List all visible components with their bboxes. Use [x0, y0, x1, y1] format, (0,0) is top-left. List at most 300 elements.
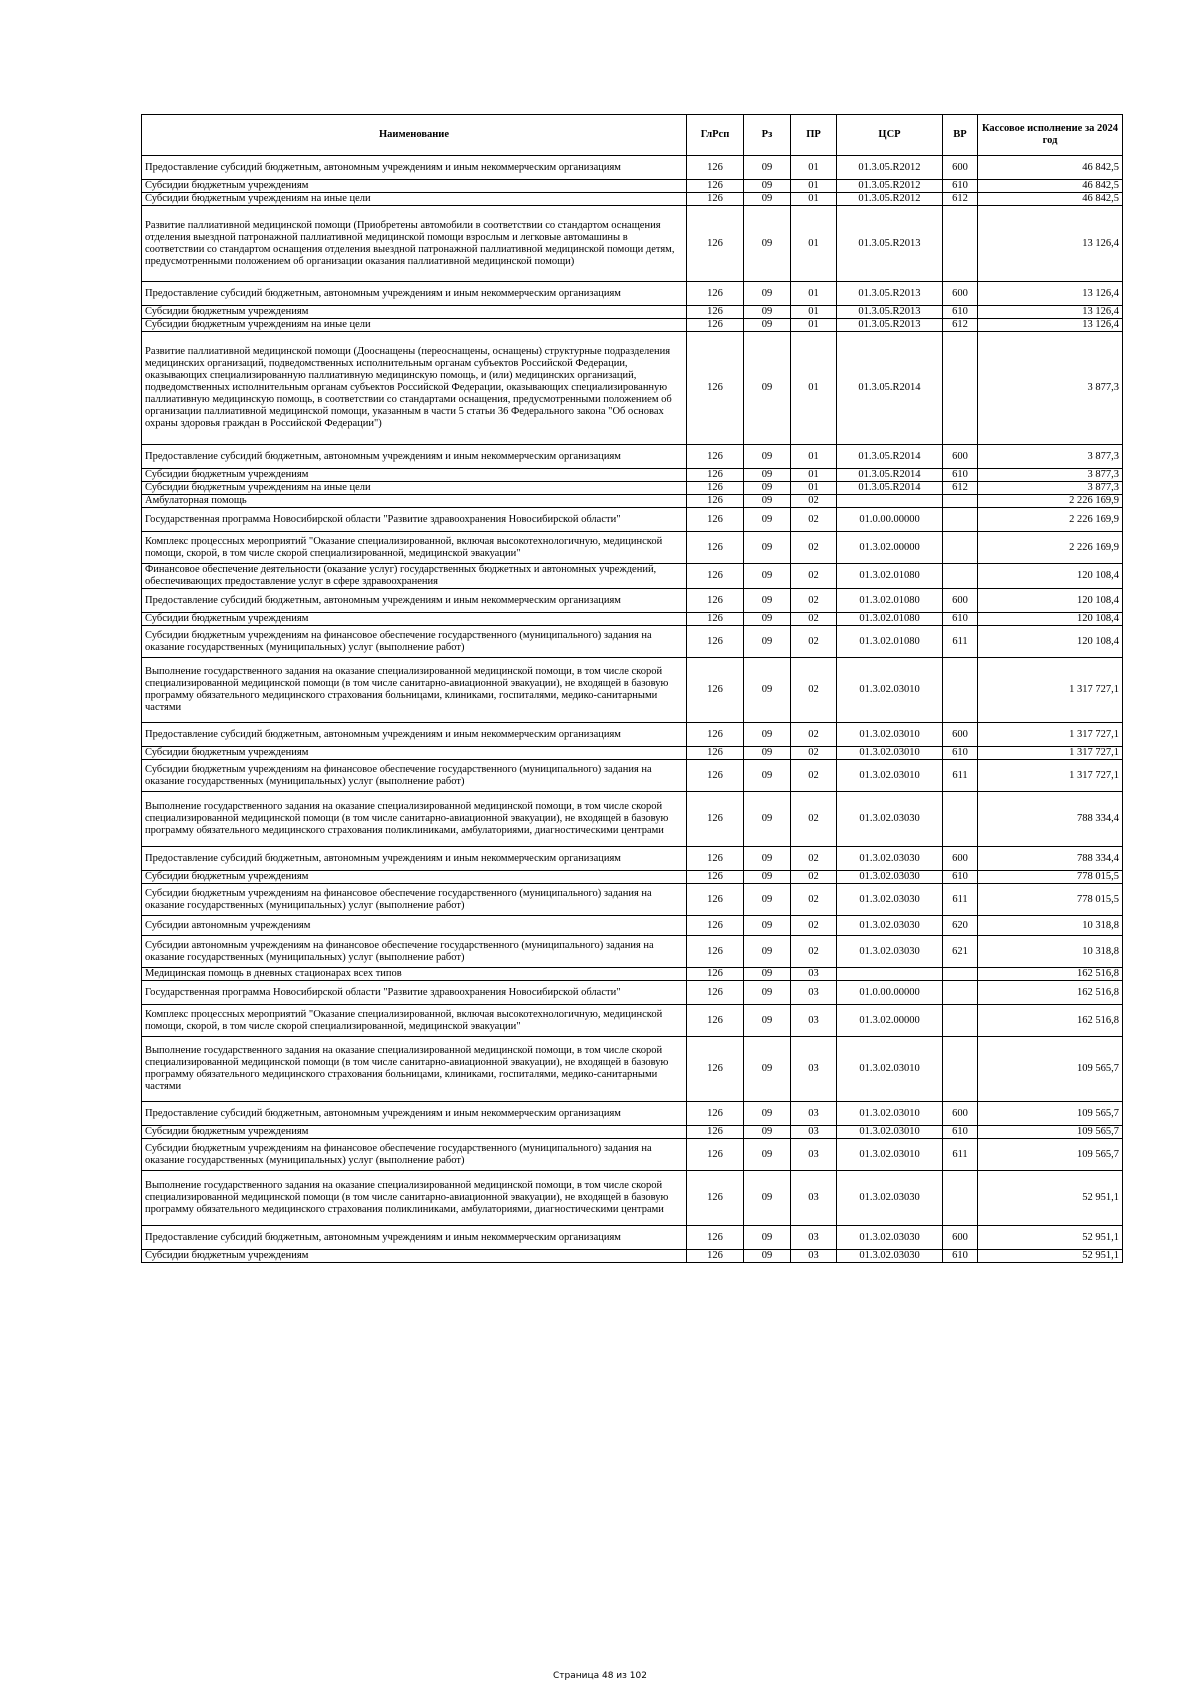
row-csr: 01.3.05.R2014	[837, 482, 943, 495]
row-glrsp: 126	[687, 332, 744, 445]
row-glrsp: 126	[687, 445, 744, 469]
row-pr: 03	[791, 1005, 837, 1037]
row-vr: 610	[943, 613, 978, 626]
row-glrsp: 126	[687, 981, 744, 1005]
row-rz: 09	[744, 1005, 791, 1037]
row-pr: 01	[791, 319, 837, 332]
row-vr: 612	[943, 482, 978, 495]
row-glrsp: 126	[687, 1250, 744, 1263]
row-name: Финансовое обеспечение деятельности (оказание услуг) государственных бюджетных и автономных учреждений, обеспечивающих предоставление услуг в сфере здравоохранения	[142, 564, 687, 589]
row-vr: 600	[943, 156, 978, 180]
row-name: Предоставление субсидий бюджетным, автономным учреждениям и иным некоммерческим организациям	[142, 723, 687, 747]
row-vr	[943, 332, 978, 445]
row-pr: 02	[791, 747, 837, 760]
row-vr: 610	[943, 747, 978, 760]
header-rz: Рз	[744, 115, 791, 156]
table-row	[142, 968, 1123, 981]
table-row	[142, 916, 1123, 936]
row-vr: 600	[943, 723, 978, 747]
row-name: Субсидии бюджетным учреждениям на иные цели	[142, 193, 687, 206]
row-name: Субсидии автономным учреждениям	[142, 916, 687, 936]
row-rz: 09	[744, 508, 791, 532]
row-pr: 02	[791, 884, 837, 916]
row-vr: 610	[943, 469, 978, 482]
table-row	[142, 613, 1123, 626]
row-csr: 01.3.02.01080	[837, 613, 943, 626]
row-glrsp: 126	[687, 193, 744, 206]
row-pr: 02	[791, 532, 837, 564]
row-csr: 01.3.02.01080	[837, 564, 943, 589]
row-rz: 09	[744, 760, 791, 792]
row-name: Субсидии бюджетным учреждениям на финансовое обеспечение государственного (муниципального) задания на оказание государственных (муниципальных) услуг (выполнение работ)	[142, 1139, 687, 1171]
row-amount: 3 877,3	[978, 332, 1123, 445]
row-csr: 01.3.02.00000	[837, 532, 943, 564]
row-pr: 02	[791, 589, 837, 613]
row-csr: 01.3.05.R2013	[837, 319, 943, 332]
row-pr: 01	[791, 469, 837, 482]
row-vr	[943, 495, 978, 508]
row-glrsp: 126	[687, 495, 744, 508]
row-glrsp: 126	[687, 282, 744, 306]
row-rz: 09	[744, 916, 791, 936]
row-name: Предоставление субсидий бюджетным, автономным учреждениям и иным некоммерческим организациям	[142, 1102, 687, 1126]
row-csr: 01.3.05.R2013	[837, 206, 943, 282]
table-row	[142, 532, 1123, 564]
row-name: Субсидии бюджетным учреждениям	[142, 180, 687, 193]
row-pr: 03	[791, 1037, 837, 1102]
row-glrsp: 126	[687, 508, 744, 532]
row-amount: 2 226 169,9	[978, 532, 1123, 564]
row-pr: 01	[791, 180, 837, 193]
row-rz: 09	[744, 332, 791, 445]
row-name: Предоставление субсидий бюджетным, автономным учреждениям и иным некоммерческим организациям	[142, 282, 687, 306]
row-amount: 120 108,4	[978, 613, 1123, 626]
row-glrsp: 126	[687, 747, 744, 760]
row-name: Субсидии бюджетным учреждениям	[142, 1126, 687, 1139]
row-name: Выполнение государственного задания на оказание специализированной медицинской помощи, в том числе скорой специализированной медицинской помощи (в том числе санитарно-авиационной эвакуации), не входящей в базовую программу обязательного медицинского страхования больницами, клиниками, госпиталями, медико-санитарными частями	[142, 1037, 687, 1102]
row-amount: 788 334,4	[978, 792, 1123, 847]
row-amount: 1 317 727,1	[978, 658, 1123, 723]
row-glrsp: 126	[687, 658, 744, 723]
row-rz: 09	[744, 847, 791, 871]
row-csr	[837, 968, 943, 981]
row-csr: 01.0.00.00000	[837, 981, 943, 1005]
row-name: Предоставление субсидий бюджетным, автономным учреждениям и иным некоммерческим организациям	[142, 847, 687, 871]
row-rz: 09	[744, 180, 791, 193]
row-vr: 610	[943, 871, 978, 884]
row-csr: 01.3.02.03030	[837, 847, 943, 871]
row-glrsp: 126	[687, 482, 744, 495]
row-csr: 01.3.02.03030	[837, 884, 943, 916]
table-row	[142, 1171, 1123, 1226]
row-pr: 01	[791, 156, 837, 180]
table-row	[142, 1139, 1123, 1171]
row-rz: 09	[744, 968, 791, 981]
row-amount: 120 108,4	[978, 626, 1123, 658]
row-rz: 09	[744, 1171, 791, 1226]
row-vr: 611	[943, 760, 978, 792]
row-vr: 600	[943, 1226, 978, 1250]
row-vr	[943, 1037, 978, 1102]
row-glrsp: 126	[687, 180, 744, 193]
header-csr: ЦСР	[837, 115, 943, 156]
row-vr: 610	[943, 180, 978, 193]
row-pr: 03	[791, 1102, 837, 1126]
table-row	[142, 1037, 1123, 1102]
row-pr: 02	[791, 760, 837, 792]
row-csr: 01.3.02.03030	[837, 792, 943, 847]
row-name: Субсидии бюджетным учреждениям на иные цели	[142, 319, 687, 332]
row-pr: 02	[791, 936, 837, 968]
table-row	[142, 332, 1123, 445]
row-csr: 01.3.02.03010	[837, 1126, 943, 1139]
row-amount: 162 516,8	[978, 968, 1123, 981]
row-csr: 01.3.02.03010	[837, 760, 943, 792]
row-pr: 03	[791, 981, 837, 1005]
row-csr: 01.3.05.R2013	[837, 282, 943, 306]
row-csr: 01.3.02.03030	[837, 1171, 943, 1226]
row-name: Субсидии бюджетным учреждениям на иные цели	[142, 482, 687, 495]
row-amount: 120 108,4	[978, 564, 1123, 589]
row-rz: 09	[744, 626, 791, 658]
row-vr	[943, 564, 978, 589]
row-glrsp: 126	[687, 936, 744, 968]
row-rz: 09	[744, 282, 791, 306]
row-pr: 02	[791, 495, 837, 508]
row-pr: 01	[791, 206, 837, 282]
row-csr: 01.3.02.00000	[837, 1005, 943, 1037]
row-csr: 01.3.05.R2012	[837, 156, 943, 180]
row-pr: 03	[791, 1250, 837, 1263]
row-rz: 09	[744, 1250, 791, 1263]
row-csr: 01.3.05.R2012	[837, 180, 943, 193]
row-glrsp: 126	[687, 564, 744, 589]
row-glrsp: 126	[687, 968, 744, 981]
row-amount: 46 842,5	[978, 193, 1123, 206]
row-amount: 109 565,7	[978, 1102, 1123, 1126]
row-name: Амбулаторная помощь	[142, 495, 687, 508]
row-glrsp: 126	[687, 847, 744, 871]
row-amount: 3 877,3	[978, 445, 1123, 469]
row-pr: 01	[791, 332, 837, 445]
row-csr: 01.3.02.03010	[837, 1139, 943, 1171]
table-row	[142, 508, 1123, 532]
row-csr: 01.3.05.R2012	[837, 193, 943, 206]
row-pr: 02	[791, 792, 837, 847]
row-name: Субсидии бюджетным учреждениям на финансовое обеспечение государственного (муниципального) задания на оказание государственных (муниципальных) услуг (выполнение работ)	[142, 626, 687, 658]
row-pr: 02	[791, 871, 837, 884]
row-amount: 778 015,5	[978, 871, 1123, 884]
page-number: Страница 48 из 102	[553, 1671, 647, 1681]
row-vr: 600	[943, 445, 978, 469]
row-csr: 01.3.02.03010	[837, 1037, 943, 1102]
row-amount: 109 565,7	[978, 1126, 1123, 1139]
table-row	[142, 626, 1123, 658]
row-amount: 46 842,5	[978, 180, 1123, 193]
row-pr: 03	[791, 1171, 837, 1226]
table-header-row	[142, 115, 1123, 156]
row-glrsp: 126	[687, 626, 744, 658]
row-glrsp: 126	[687, 1037, 744, 1102]
table-row	[142, 760, 1123, 792]
row-rz: 09	[744, 532, 791, 564]
row-amount: 1 317 727,1	[978, 747, 1123, 760]
row-glrsp: 126	[687, 871, 744, 884]
table-row	[142, 1250, 1123, 1263]
row-glrsp: 126	[687, 1005, 744, 1037]
table-row	[142, 884, 1123, 916]
header-amount: Кассовое исполнение за 2024 год	[978, 115, 1123, 156]
row-csr: 01.3.02.03010	[837, 658, 943, 723]
row-vr	[943, 206, 978, 282]
row-name: Субсидии бюджетным учреждениям	[142, 1250, 687, 1263]
row-vr	[943, 1171, 978, 1226]
row-amount: 2 226 169,9	[978, 508, 1123, 532]
row-rz: 09	[744, 871, 791, 884]
table-row	[142, 723, 1123, 747]
row-rz: 09	[744, 1226, 791, 1250]
row-glrsp: 126	[687, 306, 744, 319]
row-pr: 03	[791, 1226, 837, 1250]
row-vr	[943, 508, 978, 532]
row-amount: 52 951,1	[978, 1171, 1123, 1226]
row-name: Государственная программа Новосибирской области "Развитие здравоохранения Новосибирской области"	[142, 508, 687, 532]
row-pr: 02	[791, 847, 837, 871]
row-glrsp: 126	[687, 206, 744, 282]
row-vr: 611	[943, 1139, 978, 1171]
row-name: Государственная программа Новосибирской области "Развитие здравоохранения Новосибирской области"	[142, 981, 687, 1005]
row-pr: 02	[791, 658, 837, 723]
header-glrsp: ГлРсп	[687, 115, 744, 156]
row-pr: 02	[791, 564, 837, 589]
row-rz: 09	[744, 1139, 791, 1171]
row-csr: 01.3.05.R2013	[837, 306, 943, 319]
header-name: Наименование	[142, 115, 687, 156]
row-vr	[943, 658, 978, 723]
row-name: Предоставление субсидий бюджетным, автономным учреждениям и иным некоммерческим организациям	[142, 445, 687, 469]
row-csr: 01.3.05.R2014	[837, 445, 943, 469]
row-amount: 10 318,8	[978, 916, 1123, 936]
budget-table	[141, 114, 1123, 1263]
row-pr: 01	[791, 482, 837, 495]
row-glrsp: 126	[687, 884, 744, 916]
table-row	[142, 658, 1123, 723]
table-row	[142, 445, 1123, 469]
row-rz: 09	[744, 658, 791, 723]
row-glrsp: 126	[687, 319, 744, 332]
row-name: Предоставление субсидий бюджетным, автономным учреждениям и иным некоммерческим организациям	[142, 1226, 687, 1250]
row-name: Комплекс процессных мероприятий "Оказание специализированной, включая высокотехнологичную, медицинской помощи, скорой, в том числе скорой специализированной, медицинской эвакуации"	[142, 1005, 687, 1037]
table-body	[142, 156, 1123, 1263]
row-csr: 01.3.02.03030	[837, 1226, 943, 1250]
row-name: Медицинская помощь в дневных стационарах всех типов	[142, 968, 687, 981]
row-name: Субсидии бюджетным учреждениям на финансовое обеспечение государственного (муниципального) задания на оказание государственных (муниципальных) услуг (выполнение работ)	[142, 760, 687, 792]
row-vr: 612	[943, 193, 978, 206]
row-glrsp: 126	[687, 156, 744, 180]
row-rz: 09	[744, 792, 791, 847]
row-pr: 01	[791, 193, 837, 206]
row-rz: 09	[744, 613, 791, 626]
table-row	[142, 981, 1123, 1005]
row-amount: 109 565,7	[978, 1139, 1123, 1171]
row-pr: 02	[791, 508, 837, 532]
table-row	[142, 847, 1123, 871]
row-vr	[943, 1005, 978, 1037]
row-vr: 610	[943, 1250, 978, 1263]
row-glrsp: 126	[687, 1171, 744, 1226]
row-vr	[943, 981, 978, 1005]
row-pr: 01	[791, 282, 837, 306]
row-vr: 600	[943, 589, 978, 613]
row-amount: 3 877,3	[978, 482, 1123, 495]
row-name: Предоставление субсидий бюджетным, автономным учреждениям и иным некоммерческим организациям	[142, 156, 687, 180]
table-row	[142, 206, 1123, 282]
row-name: Субсидии бюджетным учреждениям	[142, 613, 687, 626]
row-csr: 01.3.05.R2014	[837, 332, 943, 445]
row-rz: 09	[744, 936, 791, 968]
row-rz: 09	[744, 981, 791, 1005]
row-rz: 09	[744, 723, 791, 747]
table-row	[142, 564, 1123, 589]
row-pr: 03	[791, 968, 837, 981]
row-name: Развитие паллиативной медицинской помощи (Дооснащены (переоснащены, оснащены) структурные подразделения медицинских организаций, подведомственных исполнительным органам субъектов Российской Федерации, оказывающих специализированную паллиативную медицинскую помощь, и (или) медицинских организаций, подведомственных исполнительным органам субъектов Российской Федерации, оказывающих специализированную паллиативную медицинскую помощь, в соответствии со стандартами оснащения, предусмотренными положением об организации паллиативной медицинской помощи, указанным в части 5 статьи 36 Федерального закона "Об основах охраны здоровья граждан в Российской Федерации")	[142, 332, 687, 445]
row-pr: 03	[791, 1126, 837, 1139]
row-vr: 620	[943, 916, 978, 936]
row-name: Субсидии автономным учреждениям на финансовое обеспечение государственного (муниципального) задания на оказание государственных (муниципальных) услуг (выполнение работ)	[142, 936, 687, 968]
row-name: Субсидии бюджетным учреждениям на финансовое обеспечение государственного (муниципального) задания на оказание государственных (муниципальных) услуг (выполнение работ)	[142, 884, 687, 916]
row-vr	[943, 532, 978, 564]
row-csr: 01.0.00.00000	[837, 508, 943, 532]
row-amount: 2 226 169,9	[978, 495, 1123, 508]
table-row	[142, 792, 1123, 847]
table-row	[142, 871, 1123, 884]
row-rz: 09	[744, 319, 791, 332]
row-rz: 09	[744, 884, 791, 916]
row-rz: 09	[744, 1037, 791, 1102]
row-rz: 09	[744, 564, 791, 589]
row-rz: 09	[744, 156, 791, 180]
table-row	[142, 589, 1123, 613]
row-rz: 09	[744, 445, 791, 469]
table-row	[142, 1102, 1123, 1126]
header-pr: ПР	[791, 115, 837, 156]
row-rz: 09	[744, 193, 791, 206]
row-rz: 09	[744, 589, 791, 613]
row-amount: 13 126,4	[978, 282, 1123, 306]
row-pr: 01	[791, 445, 837, 469]
row-csr: 01.3.02.01080	[837, 589, 943, 613]
row-pr: 02	[791, 613, 837, 626]
row-name: Выполнение государственного задания на оказание специализированной медицинской помощи, в том числе скорой специализированной медицинской помощи (в том числе санитарно-авиационной эвакуации), не входящей в базовую программу обязательного медицинского страхования поликлиниками, амбулаториями, диагностическими центрами	[142, 1171, 687, 1226]
table-row	[142, 180, 1123, 193]
row-csr: 01.3.02.03030	[837, 936, 943, 968]
row-rz: 09	[744, 1126, 791, 1139]
row-amount: 52 951,1	[978, 1226, 1123, 1250]
row-rz: 09	[744, 482, 791, 495]
row-amount: 1 317 727,1	[978, 760, 1123, 792]
row-glrsp: 126	[687, 723, 744, 747]
row-name: Субсидии бюджетным учреждениям	[142, 469, 687, 482]
row-amount: 10 318,8	[978, 936, 1123, 968]
row-glrsp: 126	[687, 760, 744, 792]
row-pr: 02	[791, 626, 837, 658]
row-csr: 01.3.02.03010	[837, 1102, 943, 1126]
row-glrsp: 126	[687, 469, 744, 482]
row-rz: 09	[744, 306, 791, 319]
row-vr: 621	[943, 936, 978, 968]
row-glrsp: 126	[687, 1226, 744, 1250]
row-vr	[943, 792, 978, 847]
row-rz: 09	[744, 469, 791, 482]
table-row	[142, 936, 1123, 968]
row-name: Субсидии бюджетным учреждениям	[142, 306, 687, 319]
row-rz: 09	[744, 1102, 791, 1126]
row-glrsp: 126	[687, 1102, 744, 1126]
table-row	[142, 495, 1123, 508]
row-vr: 600	[943, 282, 978, 306]
row-amount: 3 877,3	[978, 469, 1123, 482]
row-rz: 09	[744, 495, 791, 508]
table-row	[142, 156, 1123, 180]
row-amount: 52 951,1	[978, 1250, 1123, 1263]
row-pr: 02	[791, 723, 837, 747]
row-amount: 120 108,4	[978, 589, 1123, 613]
row-glrsp: 126	[687, 613, 744, 626]
row-vr: 600	[943, 847, 978, 871]
row-csr: 01.3.02.01080	[837, 626, 943, 658]
row-amount: 13 126,4	[978, 206, 1123, 282]
table-row	[142, 1005, 1123, 1037]
row-vr: 612	[943, 319, 978, 332]
row-pr: 03	[791, 1139, 837, 1171]
table-row	[142, 1226, 1123, 1250]
row-amount: 46 842,5	[978, 156, 1123, 180]
row-name: Предоставление субсидий бюджетным, автономным учреждениям и иным некоммерческим организациям	[142, 589, 687, 613]
row-amount: 109 565,7	[978, 1037, 1123, 1102]
row-name: Субсидии бюджетным учреждениям	[142, 871, 687, 884]
row-pr: 01	[791, 306, 837, 319]
row-pr: 02	[791, 916, 837, 936]
row-vr: 610	[943, 1126, 978, 1139]
row-name: Комплекс процессных мероприятий "Оказание специализированной, включая высокотехнологичную, медицинской помощи, скорой, в том числе скорой специализированной, медицинской эвакуации"	[142, 532, 687, 564]
header-vr: ВР	[943, 115, 978, 156]
row-csr: 01.3.02.03010	[837, 747, 943, 760]
row-glrsp: 126	[687, 792, 744, 847]
row-vr: 611	[943, 884, 978, 916]
row-amount: 162 516,8	[978, 1005, 1123, 1037]
row-vr: 610	[943, 306, 978, 319]
row-glrsp: 126	[687, 589, 744, 613]
row-name: Субсидии бюджетным учреждениям	[142, 747, 687, 760]
row-name: Развитие паллиативной медицинской помощи (Приобретены автомобили в соответствии со стандартом оснащения отделения выездной патронажной паллиативной медицинской помощи взрослым и легковые автомашины в соответствии со стандартом оснащения отделения выездной патронажной паллиативной медицинской помощи детям, предусмотренными положением об организации оказания паллиативной медицинской помощи)	[142, 206, 687, 282]
table-row	[142, 747, 1123, 760]
row-csr: 01.3.02.03030	[837, 871, 943, 884]
table-row	[142, 306, 1123, 319]
row-vr: 611	[943, 626, 978, 658]
row-vr: 600	[943, 1102, 978, 1126]
row-amount: 162 516,8	[978, 981, 1123, 1005]
row-csr: 01.3.05.R2014	[837, 469, 943, 482]
row-rz: 09	[744, 747, 791, 760]
table-row	[142, 319, 1123, 332]
row-csr	[837, 495, 943, 508]
row-vr	[943, 968, 978, 981]
row-amount: 13 126,4	[978, 306, 1123, 319]
row-glrsp: 126	[687, 916, 744, 936]
row-csr: 01.3.02.03030	[837, 916, 943, 936]
row-name: Выполнение государственного задания на оказание специализированной медицинской помощи, в том числе скорой специализированной медицинской помощи (в том числе санитарно-авиационной эвакуации), не входящей в базовую программу обязательного медицинского страхования поликлиниками, амбулаториями, диагностическими центрами	[142, 792, 687, 847]
row-name: Выполнение государственного задания на оказание специализированной медицинской помощи, в том числе скорой специализированной медицинской помощи (в том числе санитарно-авиационной эвакуации), не входящей в базовую программу обязательного медицинского страхования больницами, клиниками, госпиталями, медико-санитарными частями	[142, 658, 687, 723]
